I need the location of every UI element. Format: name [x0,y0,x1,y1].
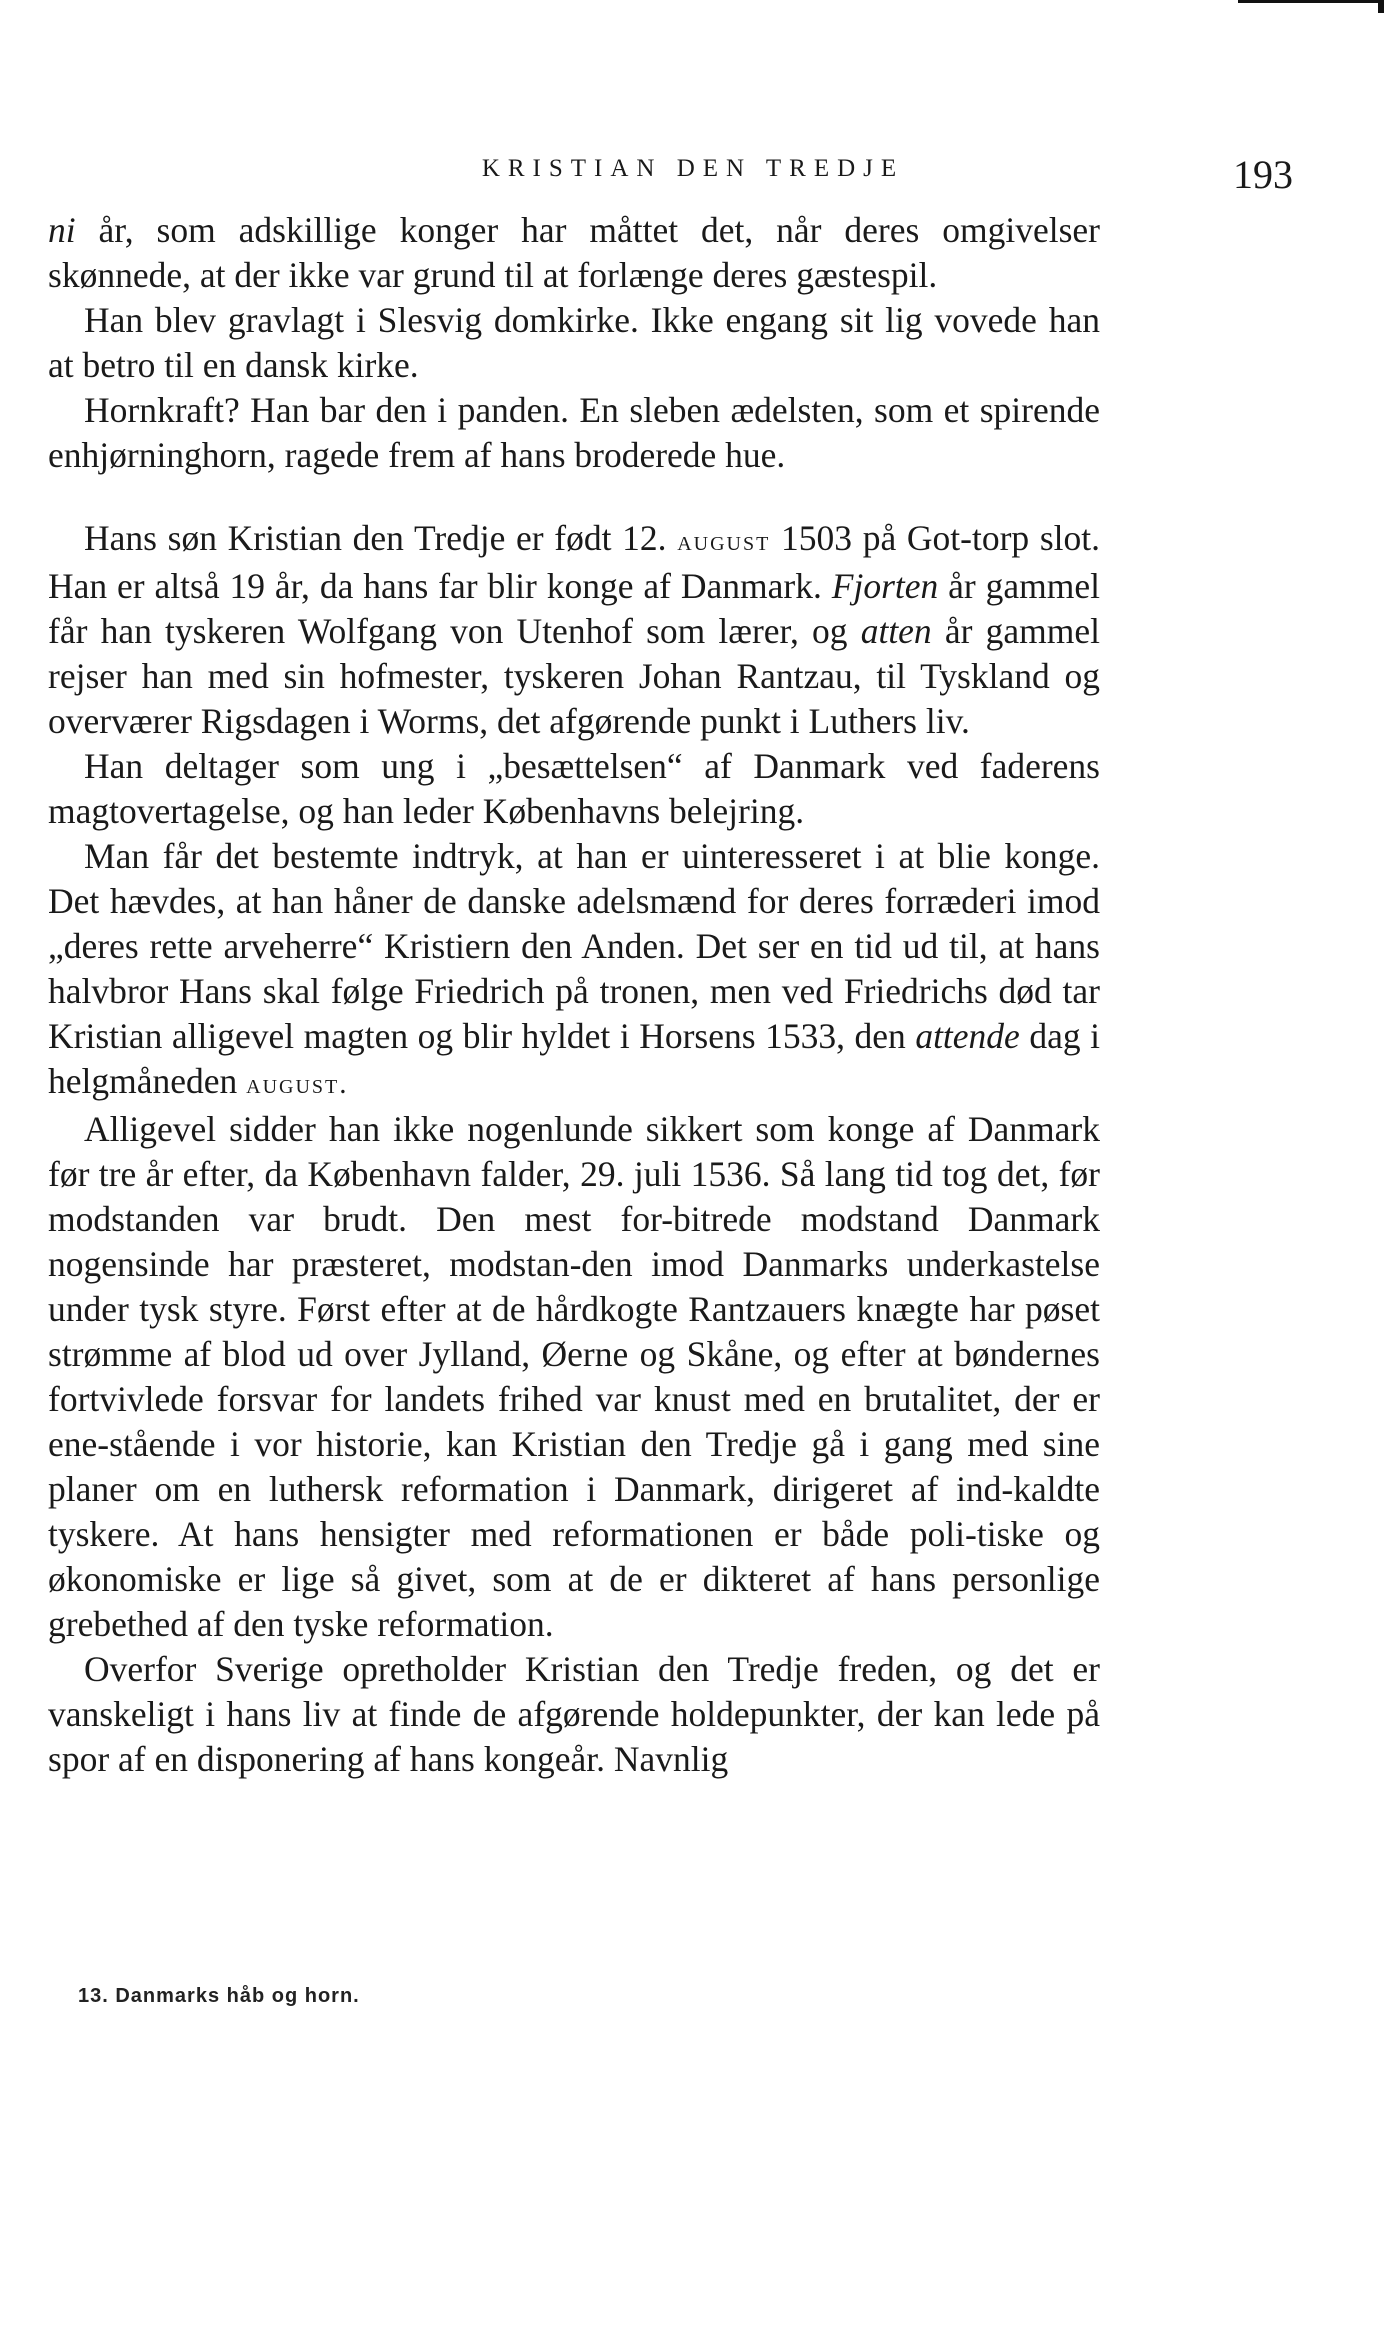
italic-word: Fjorten [831,566,939,606]
paragraph-text: Han blev gravlagt i Slesvig domkirke. Ikke engang sit lig vovede han at betro til en dansk kirke. [48,300,1100,385]
paragraph-text: Overfor Sverige opretholder Kristian den Tredje freden, og det er vanskeligt i hans liv at finde de afgørende holdepunkter, der kan lede på spor af en disponering af hans kongeår. Navnlig [48,1649,1100,1779]
paragraph-text: år gammel får han tyskeren Wolfgang von Utenhof som lærer, og [48,566,1100,651]
paragraph-text: 1503 på Got-torp slot. Han er altså 19 år, da hans far blir konge af Danmark. [48,518,1100,606]
paragraph-text: år, som adskillige konger har måttet det, når deres omgivelser skønnede, at der ikke var grund til at forlænge deres gæstespil. [48,210,1100,295]
paragraph-text: Hornkraft? Han bar den i panden. En sleben ædelsten, som et spirende enhjørninghorn, ragede frem af hans broderede hue. [48,390,1100,475]
paragraph-text: dag i helgmåneden [48,1016,1101,1101]
body-text [48,208,1100,1782]
printer-signature: 13. Danmarks håb og horn. [78,1985,360,2007]
paragraph-6 [48,834,1100,1107]
paragraph-text: Alligevel sidder han ikke nogenlunde sikkert som konge af Danmark før tre år efter, da København falder, 29. juli 1536. Så lang tid tog det, før modstanden var brudt. Den mest for-bitrede modstand Danmark nogensinde har præsteret, modstan-den imod Danmarks underkastelse under tysk styre. Først efter at de hårdkogte Rantzauers knægte har pøset strømme af blod ud over Jylland, Øerne og Skåne, og efter at bøndernes fortvivlede forsvar for landets frihed var knust med en brutalitet, der er ene-stående i vor historie, kan Kristian den Tredje gå i gang med sine planer om en luthersk reformation i Danmark, dirigeret af ind-kaldte tyskere. At hans hensigter med reformationen er både poli-tiske og økonomiske er lige så givet, som at de er dikteret af hans personlige grebethed af den tyske reformation. [48,1109,1100,1644]
small-caps-month: august [677,525,771,557]
paragraph-text: Hans søn Kristian den Tredje er født 12. [84,518,667,558]
paragraph-4 [48,516,1100,744]
paragraph-text: Man får det bestemte indtryk, at han er uinteresseret i at blie konge. Det hævdes, at han håner de danske adelsmænd for deres forræderi imod „deres rette arveherre“ Kristiern den Anden. Det ser en tid ud til, at hans halvbror Hans skal følge Friedrich på tronen, men ved Friedrichs død tar Kristian alligevel magten og blir hyldet i Horsens 1533, den [48,836,1100,1056]
running-head: KRISTIAN DEN TREDJE [481,155,905,182]
page-header [48,152,1338,197]
paragraph-1 [48,208,1100,298]
paragraph-7 [48,1107,1100,1647]
paragraph-8 [48,1647,1100,1782]
page-number: 193 [1233,152,1293,197]
italic-word: ni [48,210,76,250]
paragraph-text: Han deltager som ung i „besættelsen“ af Danmark ved faderens magtovertagelse, og han leder Københavns belejring. [48,746,1100,831]
page-edge-mark [1238,0,1384,13]
paragraph-5 [48,744,1100,834]
small-caps-month: august. [246,1068,349,1100]
italic-word: atten [860,611,932,651]
paragraph-3 [48,388,1100,478]
italic-word: attende [915,1016,1020,1056]
paragraph-text: år gammel rejser han med sin hofmester, tyskeren Johan Rantzau, til Tyskland og overværer Rigsdagen i Worms, det afgørende punkt i Luthers liv. [48,611,1100,741]
paragraph-2 [48,298,1100,388]
